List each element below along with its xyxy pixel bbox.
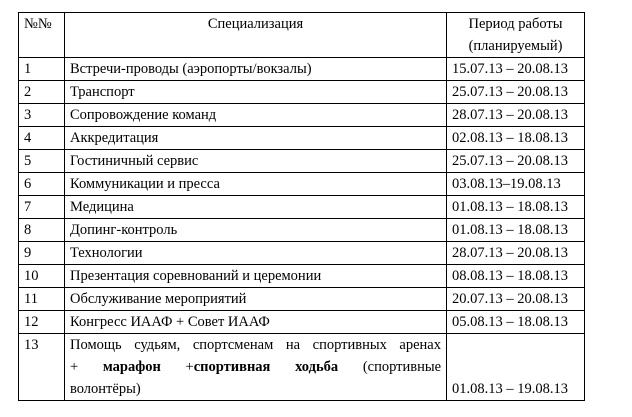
row-specialization (65, 334, 447, 401)
table-row (19, 334, 585, 401)
row-number: 13 (19, 334, 65, 401)
row-specialization: Аккредитация (65, 127, 447, 150)
row-specialization: Медицина (65, 196, 447, 219)
row-specialization: Обслуживание мероприятий (65, 288, 447, 311)
table-row (19, 265, 585, 288)
row-specialization: Технологии (65, 242, 447, 265)
row-period: 08.08.13 – 18.08.13 (447, 265, 585, 288)
header-number: №№ (19, 13, 65, 58)
row-specialization: Конгресс ИААФ + Совет ИААФ (65, 311, 447, 334)
table-row (19, 196, 585, 219)
row-specialization: Допинг-контроль (65, 219, 447, 242)
specialization-line-3: волонтёры) (70, 381, 141, 397)
row-number: 1 (19, 58, 65, 81)
row-period: 25.07.13 – 20.08.13 (447, 150, 585, 173)
header-period (447, 13, 585, 58)
table-row (19, 242, 585, 265)
row-specialization: Гостиничный сервис (65, 150, 447, 173)
specialization-line-2 (70, 356, 441, 378)
table-row (19, 173, 585, 196)
row-number: 12 (19, 311, 65, 334)
row-period: 28.07.13 – 20.08.13 (447, 104, 585, 127)
row-number: 4 (19, 127, 65, 150)
row-period: 20.07.13 – 20.08.13 (447, 288, 585, 311)
row-period: 01.08.13 – 18.08.13 (447, 219, 585, 242)
table-row (19, 311, 585, 334)
row-number: 3 (19, 104, 65, 127)
row-specialization: Встречи-проводы (аэропорты/вокзалы) (65, 58, 447, 81)
table-row (19, 127, 585, 150)
table-row (19, 81, 585, 104)
row-number: 5 (19, 150, 65, 173)
table-row (19, 219, 585, 242)
row-specialization: Сопровождение команд (65, 104, 447, 127)
table-row (19, 58, 585, 81)
table-row (19, 150, 585, 173)
row-number: 9 (19, 242, 65, 265)
race-walking-label: спортивная ходьба (193, 359, 339, 375)
row-period: 15.07.13 – 20.08.13 (447, 58, 585, 81)
table-row (19, 288, 585, 311)
row-specialization: Транспорт (65, 81, 447, 104)
header-specialization: Специализация (65, 13, 447, 58)
row-number: 10 (19, 265, 65, 288)
header-period-line1: Период работы (468, 16, 563, 32)
row-period: 05.08.13 – 18.08.13 (447, 311, 585, 334)
marathon-label: марафон (102, 359, 161, 375)
row-period: 01.08.13 – 18.08.13 (447, 196, 585, 219)
row-specialization: Презентация соревнований и церемонии (65, 265, 447, 288)
row-number: 11 (19, 288, 65, 311)
row-period: 01.08.13 – 19.08.13 (447, 334, 585, 401)
sport-volunteers-label: (спортивные (362, 359, 442, 375)
row-specialization: Коммуникации и пресса (65, 173, 447, 196)
table-row (19, 104, 585, 127)
plus-sign: + (185, 359, 194, 375)
row-number: 6 (19, 173, 65, 196)
row-period: 02.08.13 – 18.08.13 (447, 127, 585, 150)
table-header-row (19, 13, 585, 58)
row-number: 7 (19, 196, 65, 219)
plus-sign: + (70, 359, 79, 375)
specialization-line-1: Помощь судьям, спортсменам на спортивных аренах (70, 337, 441, 353)
row-period: 28.07.13 – 20.08.13 (447, 242, 585, 265)
row-period: 25.07.13 – 20.08.13 (447, 81, 585, 104)
row-number: 8 (19, 219, 65, 242)
volunteer-schedule-table (18, 12, 585, 401)
row-number: 2 (19, 81, 65, 104)
header-period-line2: (планируемый) (468, 38, 563, 54)
row-period: 03.08.13–19.08.13 (447, 173, 585, 196)
